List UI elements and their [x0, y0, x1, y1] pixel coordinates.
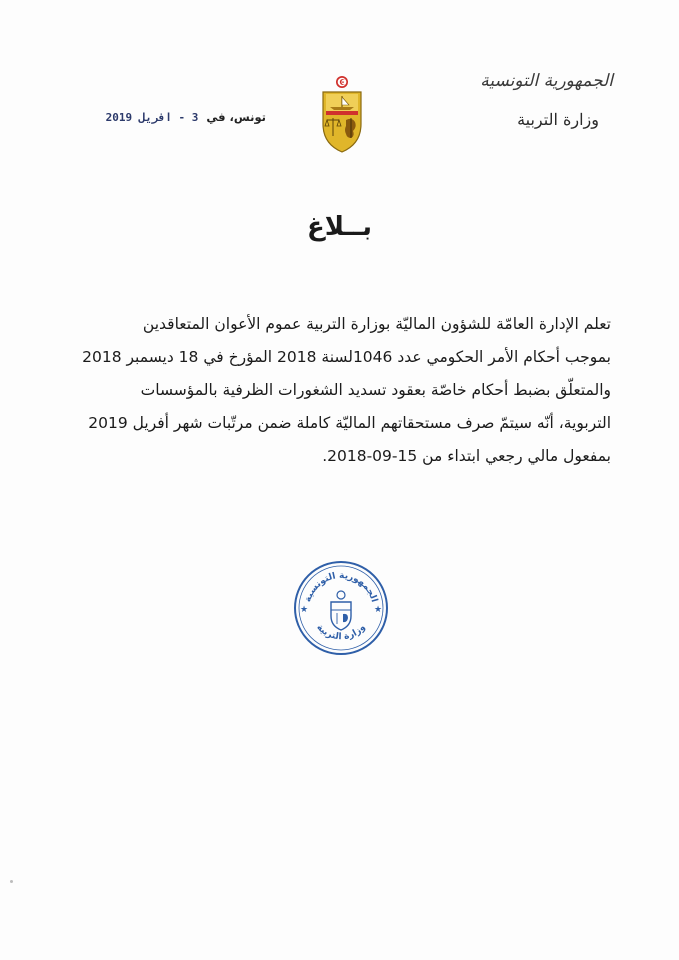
- ministry-name: وزارة التربية: [517, 110, 599, 129]
- stamp-text-top: الجمهورية التونسية: [303, 570, 379, 604]
- stamp-text-bottom: وزارة التربية: [314, 622, 368, 643]
- star-icon: ★: [374, 605, 383, 615]
- body-line: والمتعلّق بضبط أحكام خاصّة بعقود تسديد الشغورات الظرفية بالمؤسسات: [140, 381, 611, 399]
- coat-of-arms-icon: [318, 74, 366, 154]
- svg-text:وزارة التربية: [314, 623, 367, 643]
- republic-name: الجمهورية التونسية: [480, 71, 613, 91]
- document-title: بــلاغ: [306, 212, 373, 242]
- place-and-date: [106, 106, 266, 128]
- letterhead-issuer: [463, 70, 613, 129]
- body-line: بموجب أحكام الأمر الحكومي عدد 1046لسنة 2018 المؤرخ في 18 ديسمبر 2018: [82, 348, 611, 366]
- star-icon: ★: [300, 605, 309, 615]
- announcement-body: [82, 308, 611, 473]
- document-date: 3 - افريل 2019: [105, 110, 199, 124]
- stamp-emblem-icon: [331, 591, 351, 630]
- body-line: تعلم الإدارة العامّة للشؤون الماليّة بوزارة التربية عموم الأعوان المتعاقدين: [142, 315, 611, 333]
- body-line: التربوية، أنّه سيتمّ صرف مستحقاتهم الماليّة كاملة ضمن مرتّبات شهر أفريل 2019: [88, 414, 611, 432]
- scan-speck: [10, 880, 13, 883]
- city-label: تونس، في: [206, 110, 266, 124]
- body-line: بمفعول مالي رجعي ابتداء من 15-09-2018.: [322, 447, 611, 465]
- official-stamp: [291, 558, 391, 658]
